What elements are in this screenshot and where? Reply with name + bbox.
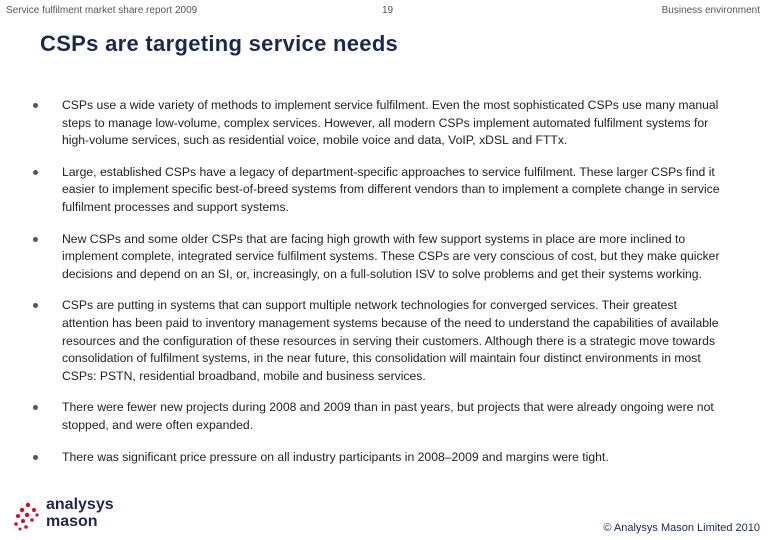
bullet-text: CSPs are putting in systems that can support multiple network technologies for converged services. Their greatest attention has been paid to inventory management systems because of the need to understand the capabilities of available resources and the configuration of these resources in serving their customers. Although there is a strategic move towards consolidation of fulfilment systems, in the near future, this consolidation will maintain four distinct environments in most CSPs: PSTN, residential broadband, mobile and business services. xyxy=(62,298,719,383)
report-title-header: Service fulfilment market share report 2009 xyxy=(6,5,198,16)
bullet-text: New CSPs and some older CSPs that are facing high growth with few support systems in place are more inclined to implement complete, integrated service fulfilment systems. These CSPs are very conscious of cost, but they make quicker decisions and depend on an SI, or, increasingly, on a full-solution ISV to solve problems and get their systems working. xyxy=(62,231,720,281)
bullet-item xyxy=(62,97,722,150)
logo-line-1: analysys xyxy=(46,496,114,513)
page-number: 19 xyxy=(382,5,394,16)
slide-title: CSPs are targeting service needs xyxy=(40,31,399,56)
bullet-dot-icon xyxy=(33,405,38,410)
bullet-text: Large, established CSPs have a legacy of department-specific approaches to service fulfilment. These larger CSPs find it easier to implement specific best-of-breed systems from different vendors than to implement a complete change in service fulfilment processes and support systems. xyxy=(62,164,720,214)
copyright-footer: © Analysys Mason Limited 2010 xyxy=(603,522,760,534)
bullet-dot-icon xyxy=(33,170,38,175)
bullet-text: There were fewer new projects during 2008 and 2009 than in past years, but projects that were already ongoing were not stopped, and were often expanded. xyxy=(62,400,714,432)
bullet-dot-icon xyxy=(33,303,38,308)
bullet-item xyxy=(62,231,722,284)
logo-wordmark xyxy=(46,496,114,530)
bullet-text: There was significant price pressure on all industry participants in 2008–2009 and margins were tight. xyxy=(62,449,609,464)
bullet-dot-icon xyxy=(33,237,38,242)
logo-line-2: mason xyxy=(46,513,98,530)
analysys-mason-logo xyxy=(12,496,122,534)
section-name-header: Business environment xyxy=(661,5,760,16)
bullet-item xyxy=(62,297,722,385)
bullet-dot-icon xyxy=(33,455,38,460)
bullet-list xyxy=(62,97,722,480)
bullet-dot-icon xyxy=(33,103,38,108)
bullet-item xyxy=(62,164,722,217)
bullet-item xyxy=(62,449,722,467)
bullet-text: CSPs use a wide variety of methods to implement service fulfilment. Even the most sophisticated CSPs use many manual steps to manage low-volume, complex services. However, all modern CSPs implement automated fulfilment systems for high-volume services, such as residential voice, mobile voice and data, VoIP, xDSL and FTTx. xyxy=(62,98,719,148)
bullet-item xyxy=(62,399,722,434)
logo-mark-icon xyxy=(12,500,44,534)
